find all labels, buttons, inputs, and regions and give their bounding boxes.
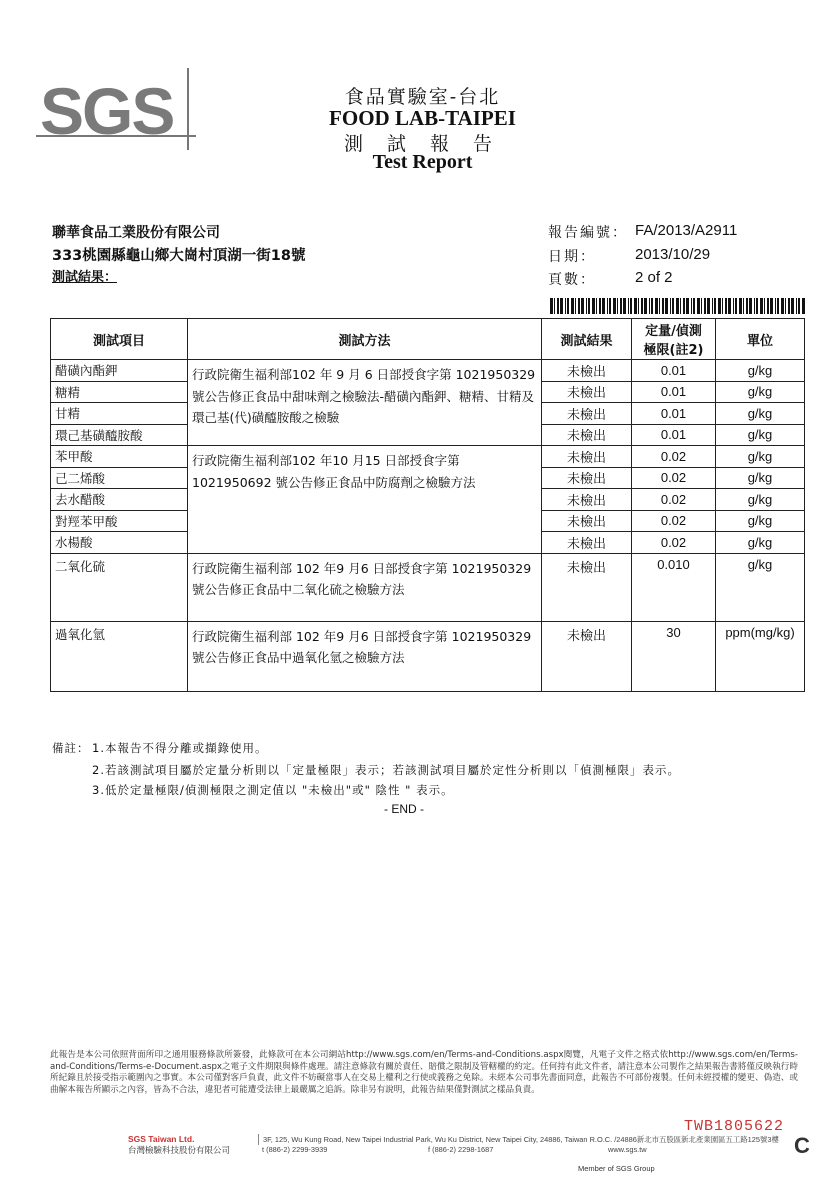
barcode-bar bbox=[550, 298, 553, 314]
barcode-bar bbox=[760, 298, 763, 314]
barcode-bar bbox=[596, 298, 597, 314]
method-cell: 行政院衛生福利部102 年 9 月 6 日部授食字第 1021950329 號公告修正食品中甜味劑之檢驗法-醋磺內酯鉀、糖精、甘精及環己基(代)磺醯胺酸之檢驗 bbox=[188, 360, 542, 446]
item-cell: 糖精 bbox=[51, 381, 188, 403]
results-label: 測試結果： bbox=[52, 270, 118, 285]
barcode-bar bbox=[743, 298, 744, 314]
unit-cell: ppm(mg/kg) bbox=[716, 621, 805, 691]
barcode-bar bbox=[749, 298, 752, 314]
barcode-bar bbox=[620, 298, 622, 314]
barcode-bar bbox=[754, 298, 755, 314]
note-3: 3.低於定量極限/偵測極限之測定值以 "未檢出"或" 陰性 " 表示。 bbox=[92, 783, 454, 797]
table-row bbox=[51, 553, 805, 621]
barcode-bar bbox=[655, 298, 658, 314]
barcode-bar bbox=[571, 298, 574, 314]
notes-label: 備註： bbox=[52, 741, 90, 755]
unit-cell: g/kg bbox=[716, 510, 805, 532]
report-date-label: 日期： bbox=[548, 249, 596, 265]
unit-cell: g/kg bbox=[716, 446, 805, 468]
barcode-bar bbox=[712, 298, 713, 314]
header-limit-line1: 定量/偵測 bbox=[645, 324, 702, 339]
result-cell: 未檢出 bbox=[542, 446, 632, 468]
unit-cell: g/kg bbox=[716, 381, 805, 403]
barcode-bar bbox=[659, 298, 660, 314]
logo-text: SGS bbox=[40, 74, 174, 148]
barcode-bar bbox=[662, 298, 664, 314]
barcode-bar bbox=[623, 298, 626, 314]
header-item: 測試項目 bbox=[51, 319, 188, 360]
barcode-bar bbox=[785, 298, 786, 314]
note-2: 2.若該測試項目屬於定量分析則以「定量極限」表示；若該測試項目屬於定性分析則以「偵測極限」表示。 bbox=[92, 763, 680, 777]
footer-contact bbox=[258, 1134, 779, 1154]
footer-phone-row bbox=[258, 1145, 779, 1154]
method-cell: 行政院衛生福利部 102 年9 月6 日部授食字第 1021950329 號公告修正食品中二氧化硫之檢驗方法 bbox=[188, 553, 542, 621]
barcode-bar bbox=[644, 298, 647, 314]
barcode-bar bbox=[735, 298, 737, 314]
barcode-bar bbox=[651, 298, 653, 314]
barcode-bar bbox=[560, 298, 563, 314]
barcode-bar bbox=[670, 298, 671, 314]
barcode-bar bbox=[788, 298, 790, 314]
item-cell: 水楊酸 bbox=[51, 532, 188, 554]
result-cell: 未檢出 bbox=[542, 553, 632, 621]
item-cell: 對羥苯甲酸 bbox=[51, 510, 188, 532]
barcode-bar bbox=[781, 298, 784, 314]
footer-company-zh: 台灣檢驗科技股份有限公司 bbox=[128, 1146, 231, 1156]
barcode-bar bbox=[691, 298, 692, 314]
barcode-bar bbox=[630, 298, 632, 314]
certification-c-mark bbox=[792, 1134, 814, 1156]
barcode-bar bbox=[676, 298, 679, 314]
barcode-bar bbox=[777, 298, 779, 314]
unit-cell: g/kg bbox=[716, 553, 805, 621]
result-cell: 未檢出 bbox=[542, 489, 632, 511]
barcode-bar bbox=[798, 298, 800, 314]
footer-web: www.sgs.tw bbox=[608, 1145, 647, 1154]
limit-cell: 0.01 bbox=[632, 403, 716, 425]
table-row bbox=[51, 360, 805, 382]
barcode-bar bbox=[697, 298, 700, 314]
end-marker: - END - bbox=[384, 802, 424, 816]
barcode-bar bbox=[707, 298, 710, 314]
barcode-bar bbox=[739, 298, 742, 314]
barcode-bar bbox=[613, 298, 616, 314]
barcode-bar bbox=[575, 298, 576, 314]
unit-cell: g/kg bbox=[716, 403, 805, 425]
item-cell: 己二烯酸 bbox=[51, 467, 188, 489]
limit-cell: 0.02 bbox=[632, 510, 716, 532]
header-result: 測試結果 bbox=[542, 319, 632, 360]
barcode-bar bbox=[638, 298, 639, 314]
limit-cell: 0.02 bbox=[632, 446, 716, 468]
barcode-bar bbox=[680, 298, 681, 314]
header-method: 測試方法 bbox=[188, 319, 542, 360]
barcode-bar bbox=[599, 298, 601, 314]
barcode-bar bbox=[718, 298, 721, 314]
barcode-bar bbox=[567, 298, 569, 314]
method-cell: 行政院衛生福利部 102 年9 月6 日部授食字第 1021950329 號公告修正食品中過氧化氫之檢驗方法 bbox=[188, 621, 542, 691]
limit-cell: 0.010 bbox=[632, 553, 716, 621]
barcode-bar bbox=[557, 298, 559, 314]
unit-cell: g/kg bbox=[716, 360, 805, 382]
table-row bbox=[51, 621, 805, 691]
barcode-bar bbox=[775, 298, 776, 314]
footer-tel: t (886-2) 2299-3939 bbox=[262, 1145, 328, 1154]
barcode-bar bbox=[672, 298, 674, 314]
item-cell: 苯甲酸 bbox=[51, 446, 188, 468]
barcode-bar bbox=[586, 298, 587, 314]
limit-cell: 30 bbox=[632, 621, 716, 691]
report-date-value: 2013/10/29 bbox=[635, 246, 711, 263]
report-title-en: Test Report bbox=[372, 151, 473, 173]
report-pages-value: 2 of 2 bbox=[635, 269, 673, 286]
table-row bbox=[51, 446, 805, 468]
table-header-row bbox=[51, 319, 805, 360]
header-unit: 單位 bbox=[716, 319, 805, 360]
barcode bbox=[550, 298, 805, 314]
svg-text:C: C bbox=[794, 1134, 810, 1156]
barcode-bar bbox=[725, 298, 727, 314]
barcode-bar bbox=[764, 298, 765, 314]
barcode-bar bbox=[617, 298, 618, 314]
results-table bbox=[50, 318, 805, 692]
barcode-bar bbox=[588, 298, 590, 314]
note-1: 1.本報告不得分離或擷錄使用。 bbox=[92, 741, 268, 755]
barcode-bar bbox=[602, 298, 605, 314]
footer-address: 3F, 125, Wu Kung Road, New Taipei Industrial Park, Wu Ku District, New Taipei City, 24886, Taiwan R.O.C. /24886新北市五股區新北產業園區五工路125號3樓 bbox=[258, 1134, 779, 1145]
result-cell: 未檢出 bbox=[542, 532, 632, 554]
client-company: 聯華食品工業股份有限公司 bbox=[52, 225, 220, 241]
barcode-bar bbox=[592, 298, 595, 314]
barcode-bar bbox=[581, 298, 584, 314]
barcode-bar bbox=[796, 298, 797, 314]
item-cell: 醋磺內酯鉀 bbox=[51, 360, 188, 382]
header-limit bbox=[632, 319, 716, 360]
result-cell: 未檢出 bbox=[542, 467, 632, 489]
serial-number: TWB1805622 bbox=[684, 1118, 785, 1135]
footer-company bbox=[128, 1134, 230, 1156]
barcode-bar bbox=[554, 298, 555, 314]
barcode-bar bbox=[565, 298, 566, 314]
barcode-bar bbox=[686, 298, 689, 314]
header-limit-line2: 極限(註2) bbox=[643, 343, 704, 358]
barcode-bar bbox=[704, 298, 706, 314]
footer-company-en: SGS Taiwan Ltd. bbox=[128, 1134, 195, 1144]
limit-cell: 0.01 bbox=[632, 360, 716, 382]
barcode-bar bbox=[641, 298, 643, 314]
barcode-bar bbox=[609, 298, 611, 314]
item-cell: 去水醋酸 bbox=[51, 489, 188, 511]
report-title-zh: 測 試 報 告 bbox=[343, 133, 502, 155]
limit-cell: 0.02 bbox=[632, 532, 716, 554]
lab-name-zh: 食品實驗室-台北 bbox=[344, 86, 501, 108]
barcode-bar bbox=[649, 298, 650, 314]
barcode-bar bbox=[628, 298, 629, 314]
barcode-bar bbox=[693, 298, 695, 314]
footer-fax: f (886-2) 2298-1687 bbox=[428, 1145, 494, 1154]
barcode-bar bbox=[607, 298, 608, 314]
report-number-value: FA/2013/A2911 bbox=[635, 222, 738, 239]
barcode-bar bbox=[733, 298, 734, 314]
item-cell: 過氧化氫 bbox=[51, 621, 188, 691]
limit-cell: 0.02 bbox=[632, 489, 716, 511]
method-cell: 行政院衛生福利部102 年10 月15 日部授食字第 1021950692 號公告修正食品中防腐劑之檢驗方法 bbox=[188, 446, 542, 554]
result-cell: 未檢出 bbox=[542, 381, 632, 403]
barcode-bar bbox=[578, 298, 580, 314]
barcode-bar bbox=[756, 298, 758, 314]
barcode-bar bbox=[746, 298, 748, 314]
result-cell: 未檢出 bbox=[542, 621, 632, 691]
barcode-bar bbox=[770, 298, 773, 314]
barcode-bar bbox=[722, 298, 723, 314]
barcode-bar bbox=[714, 298, 716, 314]
limit-cell: 0.01 bbox=[632, 424, 716, 446]
report-pages-label: 頁數： bbox=[548, 272, 596, 288]
barcode-bar bbox=[634, 298, 637, 314]
barcode-bar bbox=[767, 298, 769, 314]
barcode-bar bbox=[802, 298, 805, 314]
result-cell: 未檢出 bbox=[542, 360, 632, 382]
result-cell: 未檢出 bbox=[542, 424, 632, 446]
barcode-bar bbox=[701, 298, 702, 314]
legal-disclaimer: 此報告是本公司依照背面所印之通用服務條款所簽發，此條款可在本公司網站http://www.sgs.com/en/Terms-and-Conditions.aspx閱覽，凡電子文件之格式依http://www.sgs.com/en/Terms-and-Conditions/Terms-e-Document.aspx之電子文件期限與條件處理。請注意條款有關於責任、賠償之限制及管轄權的約定。任何持有此文件者，請注意本公司製作之結果報告書將僅反映執行時所紀錄且於接受指示範圍內之事實。本公司僅對客戶負責，此文件不妨礙當事人在交易上權利之行使或義務之免除。未經本公司事先書面同意，此報告不可部份複製。任何未經授權的變更、偽造、或曲解本報告所顯示之內容，皆為不合法，違犯者可能遭受法律上最嚴厲之追訴。除非另有說明，此報告結果僅對測試之樣品負責。 bbox=[50, 1050, 798, 1095]
result-cell: 未檢出 bbox=[542, 510, 632, 532]
barcode-bar bbox=[683, 298, 685, 314]
lab-name-en: FOOD LAB-TAIPEI bbox=[329, 106, 516, 130]
barcode-bar bbox=[728, 298, 731, 314]
unit-cell: g/kg bbox=[716, 424, 805, 446]
client-address: 333桃園縣龜山鄉大崗村頂湖一街18號 bbox=[52, 248, 306, 264]
item-cell: 環己基磺醯胺酸 bbox=[51, 424, 188, 446]
item-cell: 二氧化硫 bbox=[51, 553, 188, 621]
item-cell: 甘精 bbox=[51, 403, 188, 425]
unit-cell: g/kg bbox=[716, 532, 805, 554]
barcode-bar bbox=[791, 298, 794, 314]
limit-cell: 0.02 bbox=[632, 467, 716, 489]
unit-cell: g/kg bbox=[716, 467, 805, 489]
limit-cell: 0.01 bbox=[632, 381, 716, 403]
barcode-bar bbox=[665, 298, 668, 314]
report-number-label: 報告編號： bbox=[548, 225, 628, 241]
result-cell: 未檢出 bbox=[542, 403, 632, 425]
member-of-sgs: Member of SGS Group bbox=[578, 1164, 655, 1173]
sgs-logo bbox=[36, 68, 196, 150]
unit-cell: g/kg bbox=[716, 489, 805, 511]
